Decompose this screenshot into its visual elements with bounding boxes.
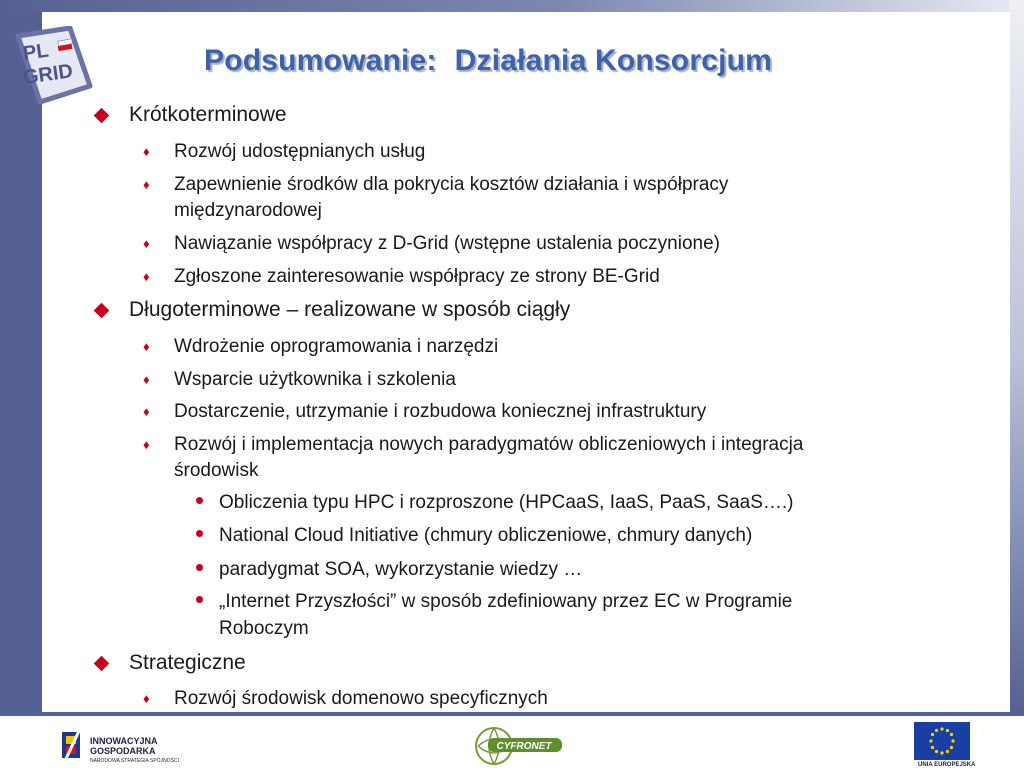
dot-bullet-icon: [196, 530, 203, 537]
bullet-l2: Zapewnienie środków dla pokrycia kosztów działania i współpracy: [174, 174, 729, 195]
dot-bullet-icon: [196, 564, 203, 571]
small-diamond-bullet-icon: ♦: [143, 372, 150, 387]
bullet-l2-continuation: środowisk: [174, 460, 259, 481]
right-gradient-band: [1010, 0, 1024, 712]
small-diamond-bullet-icon: ♦: [143, 437, 150, 452]
bullet-l2: Zgłoszone zainteresowanie współpracy ze strony BE-Grid: [174, 266, 660, 287]
logo-text-grid: GRID: [21, 60, 75, 89]
bullet-l1: Krótkoterminowe: [129, 103, 287, 126]
ig-text: [90, 736, 179, 766]
dot-bullet-icon: [196, 497, 203, 504]
title-part-2: Działania Konsorcjum: [454, 44, 773, 77]
small-diamond-bullet-icon: ♦: [143, 691, 150, 706]
bullet-l2: Rozwój udostępnianych usług: [174, 141, 426, 162]
bullet-l3: „Internet Przyszłości” w sposób zdefiniowany przez EC w Programie: [219, 591, 793, 612]
ig-flag-icon: [60, 730, 86, 760]
ig-line-1: INNOWACYJNA: [90, 736, 158, 746]
small-diamond-bullet-icon: ♦: [143, 339, 150, 354]
cyfronet-logo: [474, 726, 564, 766]
small-diamond-bullet-icon: ♦: [143, 236, 150, 251]
small-diamond-bullet-icon: ♦: [143, 177, 150, 192]
title-part-1: Podsumowanie:: [204, 44, 437, 77]
logo-text-pl: PL: [21, 39, 51, 65]
bullet-l2-continuation: międzynarodowej: [174, 200, 322, 221]
eu-caption: UNIA EUROPEJSKA: [918, 762, 976, 768]
eu-flag-logo: [914, 722, 976, 768]
small-diamond-bullet-icon: ♦: [143, 144, 150, 159]
bullet-l1: Strategiczne: [129, 651, 246, 674]
bullet-l2: Wdrożenie oprogramowania i narzędzi: [174, 336, 499, 357]
footer-logo-strip: [0, 712, 1024, 768]
bullet-l3: paradygmat SOA, wykorzystanie wiedzy …: [219, 559, 583, 580]
bullet-l2: Rozwój i implementacja nowych paradygmatów obliczeniowych i integracja: [174, 434, 804, 455]
ig-line-3: NARODOWA STRATEGIA SPÓJNOŚCI: [90, 758, 179, 764]
bullet-l2: Rozwój środowisk domenowo specyficznych: [174, 688, 548, 709]
bullet-l3: Obliczenia typu HPC i rozproszone (HPCaaS, IaaS, PaaS, SaaS….): [219, 492, 794, 513]
small-diamond-bullet-icon: ♦: [143, 404, 150, 419]
bullet-l2: Wsparcie użytkownika i szkolenia: [174, 369, 456, 390]
top-gradient-band: [0, 0, 1024, 12]
eu-flag-icon: [914, 722, 970, 760]
plgrid-logo: [10, 26, 96, 106]
innowacyjna-gospodarka-logo: [60, 730, 179, 765]
bullet-l1: Długoterminowe – realizowane w sposób ciągły: [129, 298, 571, 321]
slide-title: [204, 44, 772, 78]
bullet-l3: National Cloud Initiative (chmury obliczeniowe, chmury danych): [219, 525, 753, 546]
bullet-l2: Nawiązanie współpracy z D-Grid (wstępne ustalenia poczynione): [174, 233, 720, 254]
cyfronet-text: CYFRONET: [496, 741, 552, 752]
small-diamond-bullet-icon: ♦: [143, 269, 150, 284]
bullet-l3-continuation: Roboczym: [219, 618, 309, 639]
ig-line-2: GOSPODARKA: [90, 746, 156, 756]
bullet-l2: Dostarczenie, utrzymanie i rozbudowa koniecznej infrastruktury: [174, 401, 707, 422]
dot-bullet-icon: [196, 596, 203, 603]
